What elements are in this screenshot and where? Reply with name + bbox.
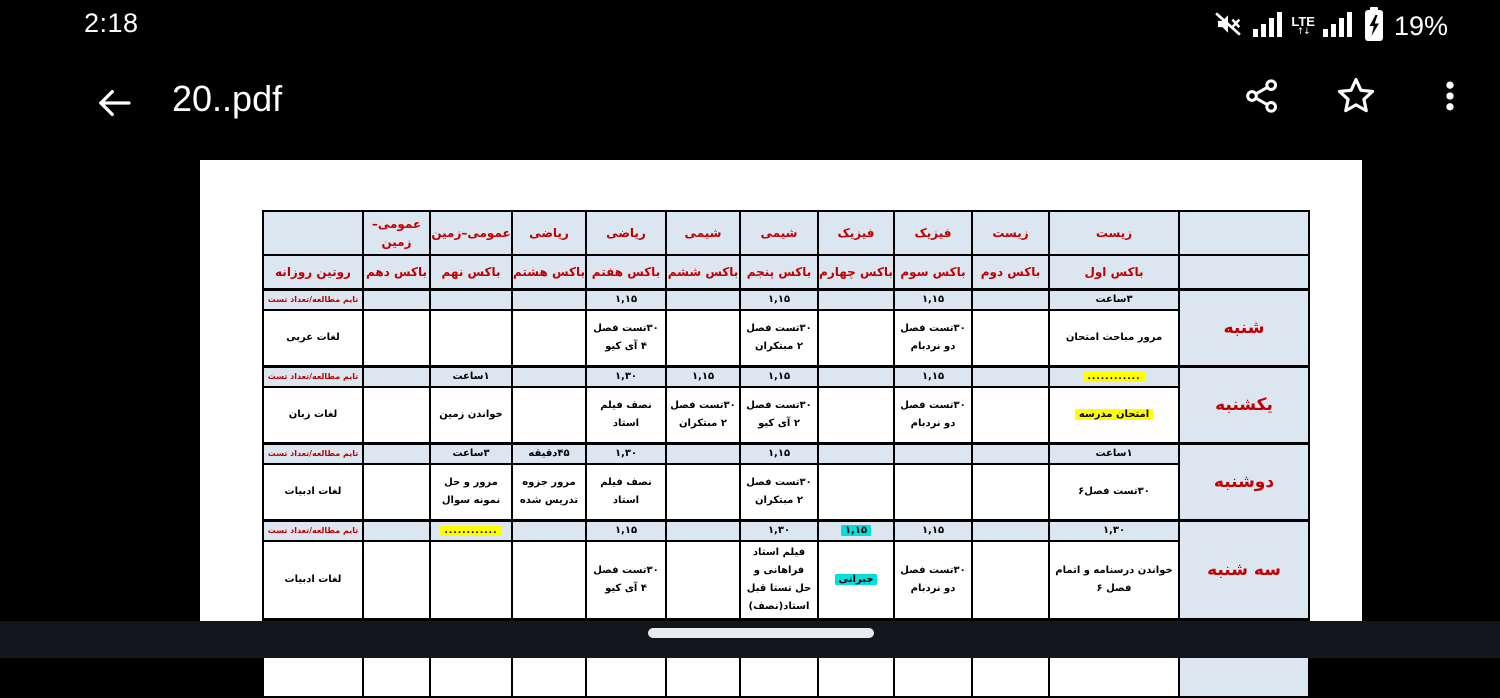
time-cell-box9: ۱ساعت [430,366,512,387]
share-button[interactable] [1242,76,1282,119]
task-cell-box6 [666,464,740,520]
subject-header-box7: ریاضی [586,211,666,255]
time-label: تایم مطالعه/تعداد تست [263,443,363,464]
box-header-box3: باکس سوم [894,255,972,289]
time-cell-box3: ۱,۱۵ [894,289,972,310]
task-cell-box2 [972,310,1049,366]
time-cell-box5: ۱,۱۵ [740,443,818,464]
box-header-box9: باکس نهم [430,255,512,289]
battery-percent: 19% [1393,10,1448,41]
task-cell-box1: مرور مباحث امتحان [1049,310,1179,366]
box-header-box5: باکس پنجم [740,255,818,289]
subject-header-box1: زیست [1049,211,1179,255]
status-clock: 2:18 [84,8,139,38]
time-cell-box4 [818,289,894,310]
time-row [263,366,1309,387]
day-cell: سه شنبه [1179,520,1309,620]
task-cell-box3: ۳۰تست فصل دو نردبام [894,387,972,443]
box-header-routine: روتین روزانه [263,255,363,289]
subject-header-box9: عمومی–زمین [430,211,512,255]
status-bar [0,0,1500,52]
time-cell-box6 [666,443,740,464]
back-arrow-icon [93,112,135,127]
day-cell: دوشنبه [1179,443,1309,520]
box-header-box1: باکس اول [1049,255,1179,289]
time-cell-box10 [363,366,430,387]
time-cell-box10 [363,443,430,464]
time-row [263,289,1309,310]
time-cell-box8 [512,366,586,387]
subject-header-box8: ریاضی [512,211,586,255]
time-cell-box1: ............ [1049,366,1179,387]
task-row [263,387,1309,443]
back-button[interactable] [93,82,135,127]
box-header-box7: باکس هفتم [586,255,666,289]
time-cell-box7: ۱,۳۰ [586,443,666,464]
subject-header-box2: زیست [972,211,1049,255]
task-cell-box10 [363,310,430,366]
time-cell-box8: ۴۵دقیقه [512,443,586,464]
time-cell-box7: ۱,۱۵ [586,520,666,541]
task-cell-box8 [512,387,586,443]
task-cell-box1: خواندن درسنامه و اتمام فصل ۶ [1049,541,1179,620]
task-row [263,464,1309,520]
time-cell-box4: ۱,۱۵ [818,520,894,541]
time-label: تایم مطالعه/تعداد تست [263,520,363,541]
task-cell-box3: ۳۰تست فصل دو نردبام [894,541,972,620]
task-cell-box2 [972,464,1049,520]
task-cell-box8 [512,541,586,620]
subject-header-routine [263,211,363,255]
pdf-page[interactable] [200,160,1362,621]
time-cell-box6 [666,520,740,541]
task-cell-box8: مرور جزوه تدریس شده [512,464,586,520]
task-cell-box3: ۳۰تست فصل دو نردبام [894,310,972,366]
routine-task-cell: لغات ادبیات [263,464,363,520]
task-cell-box5: فیلم استاد فراهانی و حل تستا قبل استاد(نصف) [740,541,818,620]
time-row [263,443,1309,464]
routine-task-cell: لغات ادبیات [263,541,363,620]
day-column-header [1179,211,1309,255]
time-cell-box5: ۱,۱۵ [740,289,818,310]
task-cell-box10 [363,387,430,443]
pdf-viewer-toolbar [0,60,1500,145]
battery-charging-icon [1363,6,1385,46]
time-cell-box3: ۱,۱۵ [894,366,972,387]
home-gesture-pill[interactable] [648,628,874,638]
time-label: تایم مطالعه/تعداد تست [263,366,363,387]
subject-header-box4: فیزیک [818,211,894,255]
subject-header-box10: عمومی– زمین [363,211,430,255]
routine-task-cell: لغات عربی [263,310,363,366]
task-cell-box6 [666,541,740,620]
time-cell-box2 [972,366,1049,387]
time-cell-box5: ۱,۳۰ [740,520,818,541]
box-header-box10: باکس دهم [363,255,430,289]
task-cell-box3 [894,464,972,520]
routine-task-cell: لغات زبان [263,387,363,443]
task-cell-box5: ۳۰تست فصل ۲ مبتکران [740,464,818,520]
time-cell-box3: ۱,۱۵ [894,520,972,541]
subject-header-box5: شیمی [740,211,818,255]
time-cell-box7: ۱,۳۰ [586,366,666,387]
task-cell-box7: ۳۰تست فصل ۴ آی کیو [586,541,666,620]
task-cell-box4 [818,310,894,366]
task-cell-box1: ۳۰تست فصل۶ [1049,464,1179,520]
time-cell-box9: ............ [430,520,512,541]
status-icons [1213,6,1448,46]
task-cell-box9: مرور و حل نمونه سوال [430,464,512,520]
time-cell-box9 [430,289,512,310]
task-cell-box9 [430,541,512,620]
day-cell: یکشنبه [1179,366,1309,443]
time-cell-box3 [894,443,972,464]
overflow-menu-button[interactable] [1430,76,1470,119]
task-row [263,310,1309,366]
task-cell-box4 [818,464,894,520]
time-cell-box7: ۱,۱۵ [586,289,666,310]
time-cell-box8 [512,289,586,310]
box-header-box8: باکس هشتم [512,255,586,289]
time-cell-box6 [666,289,740,310]
task-cell-box4: جبرانی [818,541,894,620]
favorite-button[interactable] [1334,74,1378,121]
time-row [263,520,1309,541]
time-cell-box2 [972,289,1049,310]
document-title: 20..pdf [172,78,283,119]
time-cell-box6: ۱,۱۵ [666,366,740,387]
task-cell-box7: نصف فیلم استاد [586,464,666,520]
box-header-box2: باکس دوم [972,255,1049,289]
time-cell-box10 [363,520,430,541]
overflow-menu-icon [1430,76,1470,119]
lte-indicator: LTE ↑↓ [1291,14,1315,37]
task-cell-box5: ۳۰تست فصل ۲ آی کیو [740,387,818,443]
toolbar-actions [1242,74,1470,121]
time-cell-box4 [818,366,894,387]
time-cell-box4 [818,443,894,464]
task-cell-box1: امتحان مدرسه [1049,387,1179,443]
task-cell-box10 [363,464,430,520]
time-cell-box1: ۱,۳۰ [1049,520,1179,541]
task-cell-box6 [666,310,740,366]
time-cell-box5: ۱,۱۵ [740,366,818,387]
task-cell-box7: نصف فیلم استاد [586,387,666,443]
time-cell-box1: ۳ساعت [1049,289,1179,310]
task-cell-box9 [430,310,512,366]
subject-header-box6: شیمی [666,211,740,255]
time-cell-box10 [363,289,430,310]
bottom-bar [0,621,1500,658]
task-cell-box2 [972,541,1049,620]
signal-bars-icon [1322,9,1354,43]
subject-header-box3: فیزیک [894,211,972,255]
share-icon [1242,76,1282,119]
star-icon [1334,74,1378,121]
signal-bars-icon [1252,9,1284,43]
box-header-box4: باکس چهارم [818,255,894,289]
task-cell-box8 [512,310,586,366]
task-cell-box6: ۳۰تست فصل ۲ مبتکران [666,387,740,443]
time-cell-box1: ۱ساعت [1049,443,1179,464]
time-label: تایم مطالعه/تعداد تست [263,289,363,310]
box-header-box6: باکس ششم [666,255,740,289]
time-cell-box8 [512,520,586,541]
time-cell-box9: ۳ساعت [430,443,512,464]
task-cell-box9: خواندن زمین [430,387,512,443]
time-cell-box2 [972,443,1049,464]
task-cell-box4 [818,387,894,443]
task-cell-box2 [972,387,1049,443]
time-cell-box2 [972,520,1049,541]
task-cell-box5: ۳۰تست فصل ۲ مبتکران [740,310,818,366]
task-cell-box7: ۳۰تست فصل ۴ آی کیو [586,310,666,366]
volume-muted-icon [1213,9,1243,43]
task-row [263,541,1309,620]
day-cell: شنبه [1179,289,1309,366]
box-header-day [1179,255,1309,289]
task-cell-box10 [363,541,430,620]
